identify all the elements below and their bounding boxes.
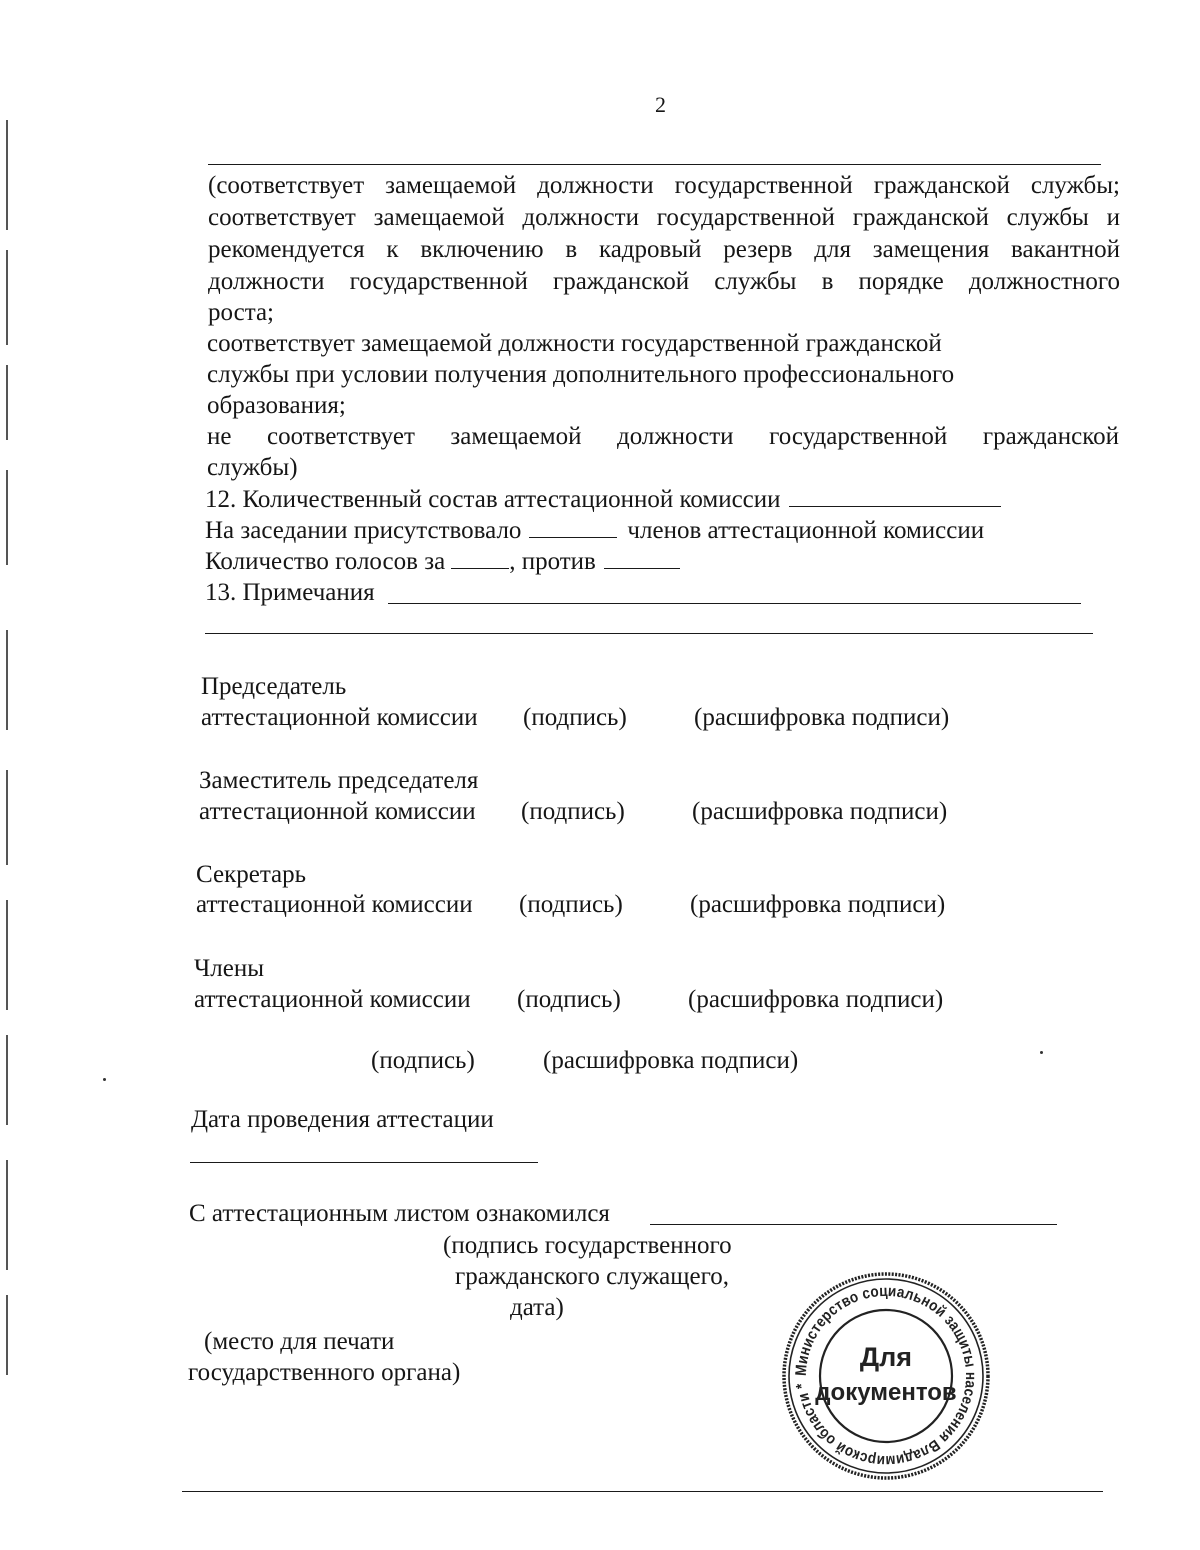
commission-size-label: 12. Количественный состав аттестационной комиссии <box>205 486 781 513</box>
bottom-rule <box>182 1491 1103 1492</box>
signature-caption: (подпись) <box>523 704 627 731</box>
svg-text:документов: документов <box>815 1379 957 1406</box>
scan-edge-mark <box>6 1295 8 1375</box>
scan-edge-mark <box>6 630 8 730</box>
signature-caption: (подпись) <box>371 1047 475 1074</box>
acquainted-caption: дата) <box>510 1294 564 1321</box>
notes-blank-2[interactable] <box>205 633 1093 634</box>
scan-edge-mark <box>6 900 8 1010</box>
attendance-row <box>205 515 984 546</box>
conclusion-line: роста; <box>208 299 274 326</box>
acquainted-label: С аттестационным листом ознакомился <box>189 1200 610 1227</box>
notes-blank[interactable] <box>388 603 1081 604</box>
fill-line <box>208 164 1101 165</box>
conclusion-line: образования; <box>207 392 346 419</box>
official-stamp <box>780 1270 992 1482</box>
votes-row <box>205 546 684 577</box>
signature-decoding: (расшифровка подписи) <box>694 704 950 731</box>
conclusion-line: (соответствует замещаемой должности государственной гражданской службы; <box>208 172 1120 199</box>
scan-edge-mark <box>6 1035 8 1125</box>
attestation-date-label: Дата проведения аттестации <box>191 1106 494 1133</box>
conclusion-line: соответствует замещаемой должности государственной гражданской <box>207 330 942 357</box>
attendance-blank[interactable] <box>529 515 617 538</box>
scan-speck <box>1040 1051 1043 1054</box>
votes-for-label: Количество голосов за <box>205 548 446 575</box>
votes-against-blank[interactable] <box>604 546 680 569</box>
commission-size-row <box>205 484 1005 515</box>
seal-place-caption: (место для печати <box>204 1328 395 1355</box>
conclusion-line: службы при условии получения дополнительного профессионального <box>207 361 955 388</box>
scan-edge-mark <box>6 770 8 865</box>
notes-label: 13. Примечания <box>205 579 375 606</box>
conclusion-line: соответствует замещаемой должности государственной гражданской службы и <box>208 204 1120 231</box>
acquainted-signature-blank[interactable] <box>650 1224 1057 1225</box>
signature-title: Секретарь <box>196 861 307 888</box>
scan-speck <box>103 1078 106 1081</box>
signature-title: аттестационной комиссии <box>194 986 471 1013</box>
scan-edge-mark <box>6 365 8 440</box>
seal-place-caption: государственного органа) <box>188 1359 461 1386</box>
page-number: 2 <box>655 92 666 117</box>
scan-edge-mark <box>6 250 8 345</box>
svg-text:Для: Для <box>859 1342 913 1372</box>
signature-decoding: (расшифровка подписи) <box>688 986 944 1013</box>
signature-title: Члены <box>194 955 264 982</box>
scan-edge-mark <box>6 120 8 230</box>
signature-title: Заместитель председателя <box>199 767 479 794</box>
scan-edge-mark <box>6 1160 8 1270</box>
conclusion-line: службы) <box>207 454 298 481</box>
conclusion-line: не соответствует замещаемой должности государственной гражданской <box>207 423 1119 450</box>
votes-against-label: , против <box>509 548 596 575</box>
signature-decoding: (расшифровка подписи) <box>690 891 946 918</box>
conclusion-line: должности государственной гражданской службы в порядке должностного <box>208 268 1120 295</box>
scan-edge-mark <box>6 470 8 565</box>
attestation-date-blank[interactable] <box>190 1162 538 1163</box>
acquainted-caption: гражданского служащего, <box>455 1263 730 1290</box>
commission-size-blank[interactable] <box>789 484 1001 507</box>
attendance-suffix: членов аттестационной комиссии <box>627 517 985 544</box>
votes-for-blank[interactable] <box>451 546 509 569</box>
signature-title: Председатель <box>201 673 347 700</box>
notes-row <box>205 577 375 608</box>
signature-decoding: (расшифровка подписи) <box>692 798 948 825</box>
signature-title: аттестационной комиссии <box>201 704 478 731</box>
signature-caption: (подпись) <box>517 986 621 1013</box>
attendance-prefix: На заседании присутствовало <box>205 517 522 544</box>
signature-title: аттестационной комиссии <box>196 891 473 918</box>
signature-caption: (подпись) <box>521 798 625 825</box>
svg-text:Министерство социальной защиты: Министерство социальной защиты населения Владимирской области * <box>792 1282 980 1470</box>
signature-title: аттестационной комиссии <box>199 798 476 825</box>
acquainted-caption: (подпись государственного <box>443 1232 732 1259</box>
signature-decoding: (расшифровка подписи) <box>543 1047 799 1074</box>
signature-caption: (подпись) <box>519 891 623 918</box>
conclusion-line: рекомендуется к включению в кадровый резерв для замещения вакантной <box>208 236 1120 263</box>
